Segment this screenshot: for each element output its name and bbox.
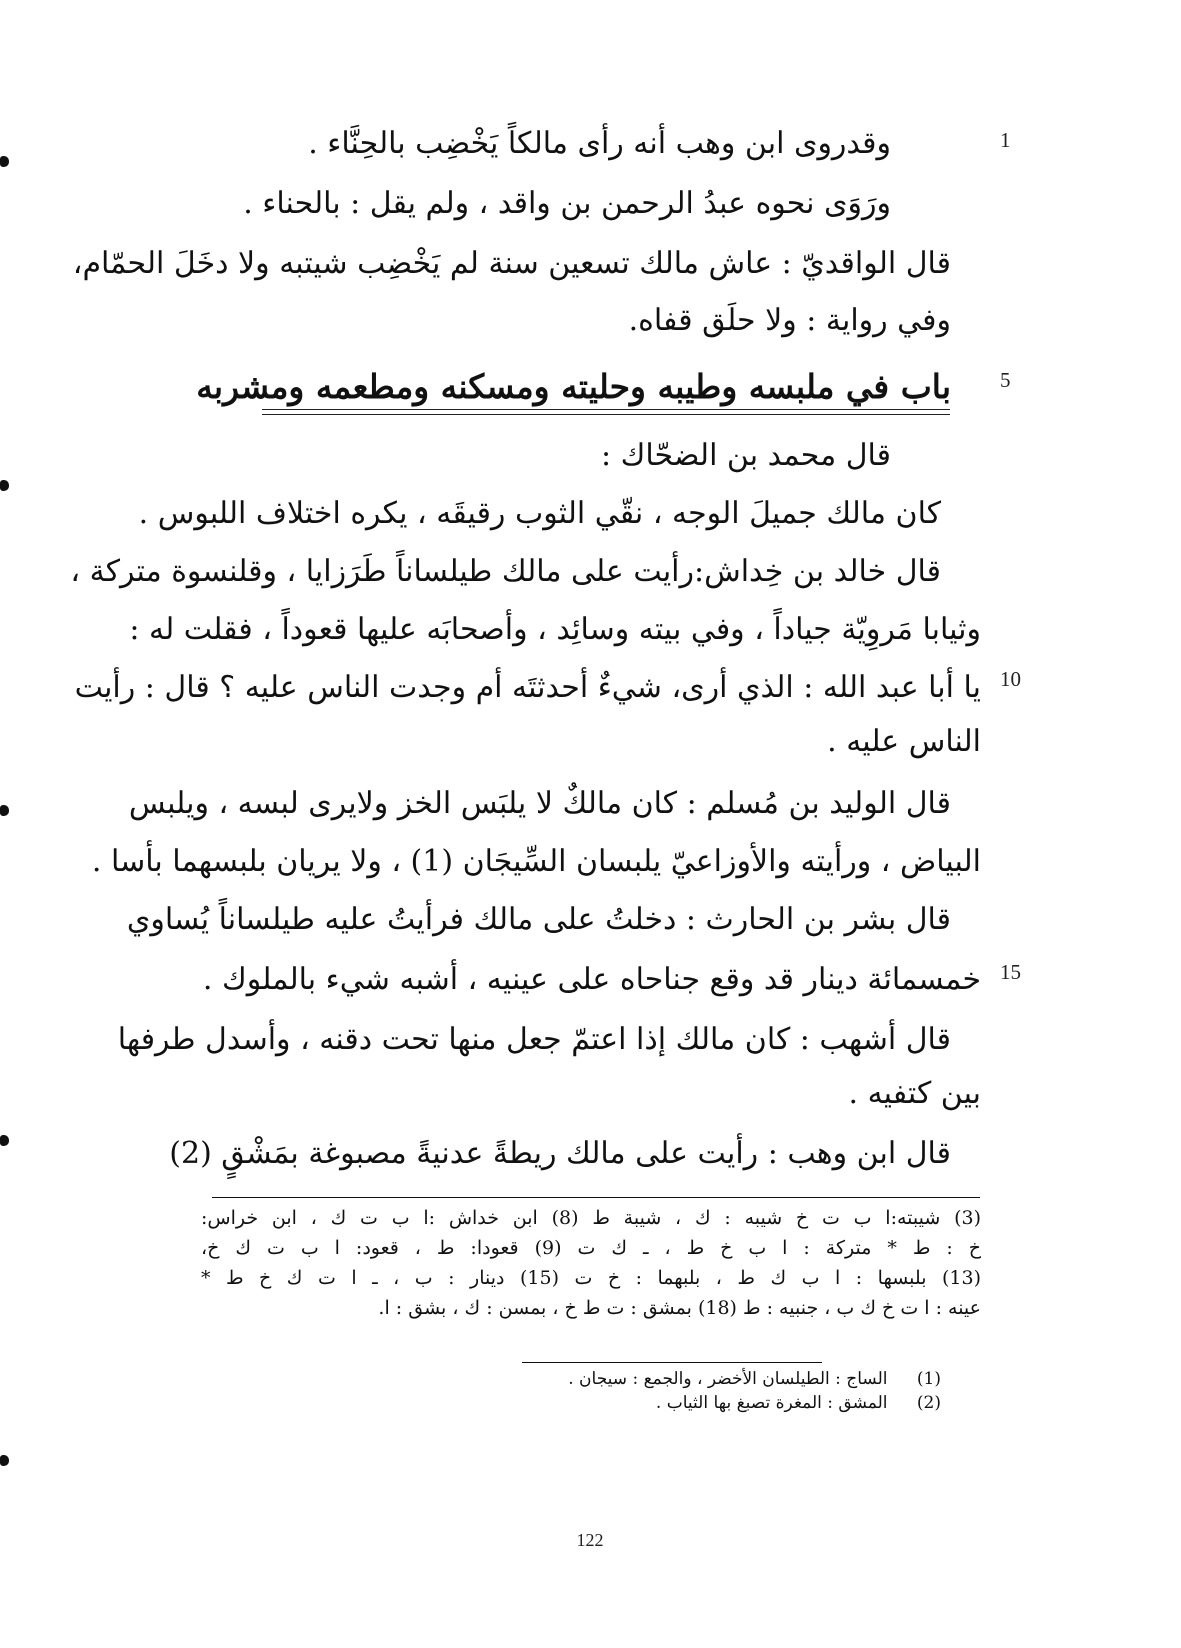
text-line: وقدروى ابن وهب أنه رأى مالكاً يَخْضِب بالحِنَّاء . [308,126,891,161]
text-line: قال أشهب : كان مالك إذا اعتمّ جعل منها تحت دقنه ، وأسدل طرفها [117,1022,951,1057]
line-number: 1 [1000,128,1011,152]
text-line: البياض ، ورأيته والأوزاعيّ يلبسان السِّيجَان (1) ، ولا يريان بلبسهما بأسا . [91,844,981,879]
variant-line: عينه : ا ت خ ك ب ، جنبيه : ط (18) بمشق : ت ط خ ، بمسن : ك ، بشق : ا. [378,1297,981,1319]
scan-mark [0,156,9,167]
chapter-heading: باب في ملبسه وطيبه وحليته ومسكنه ومطعمه ومشربه [196,367,951,406]
text-line: الناس عليه . [827,724,981,759]
text-line: ورَوَى نحوه عبدُ الرحمن بن واقد ، ولم يقل : بالحناء . [243,186,891,221]
footnote-number: (2) [916,1393,941,1413]
text-line: وثيابا مَروِيّة جياداً ، وفي بيته وسائِد ، وأصحابَه عليها قعوداً ، فقلت له : [129,612,981,647]
page-number: 122 [576,1530,604,1550]
text-line: قال ابن وهب : رأيت على مالك ريطةً عدنيةً مصبوغة بمَشْقٍ (2) [169,1136,951,1171]
text-line: قال محمد بن الضحّاك : [601,438,891,473]
variant-line: خ : ط * متركة : ا ب خ ط ، ـ ك ت (9) قعودا: ط ، قعود: ا ب ت ك خ، [201,1237,981,1259]
text-line: خمسمائة دينار قد وقع جناحاه على عينيه ، أشبه شيء بالملوك . [202,962,981,997]
text-line: قال الوليد بن مُسلم : كان مالكٌ لا يلبَس الخز ولايرى لبسه ، ويلبس [128,786,951,821]
scan-mark [0,1135,9,1146]
footnote [461,1368,941,1390]
text-line: وفي رواية : ولا حلَق قفاه. [628,303,951,338]
scan-mark [0,805,9,816]
heading-underline [262,414,950,415]
text-line: بين كتفيه . [848,1076,981,1111]
scan-mark [0,480,9,491]
text-line: قال بشر بن الحارث : دخلتُ على مالك فرأيتُ عليه طيلساناً يُساوي [126,902,951,937]
line-number: 15 [1000,960,1021,984]
text-line: كان مالك جميلَ الوجه ، نقّي الثوب رقيقَه ، يكره اختلاف اللبوس . [138,496,941,531]
variant-line: (13) بلبسها : ا ب ك ط ، بلبهما : خ ت (15) دينار : ب ، ـ ا ت ك خ ط * [201,1267,981,1289]
footnote-number: (1) [916,1369,941,1389]
footnote-text: الساج : الطيلسان الأخضر ، والجمع : سيجان . [568,1369,888,1389]
line-number: 10 [1000,667,1021,691]
text-line: قال الواقديّ : عاش مالك تسعين سنة لم يَخْضِب شيتبه ولا دخَلَ الحمّام، [72,246,951,281]
scan-mark [0,1455,9,1466]
apparatus-rule [212,1197,980,1198]
text-line: يا أبا عبد الله : الذي أرى، شيءٌ أحدثتَه أم وجدت الناس عليه ؟ قال : رأيت [74,670,981,705]
text-line: قال خالد بن خِداش:رأيت على مالك طيلساناً طَرَزايا ، وقلنسوة متركة ، [70,554,941,589]
variant-line: (3) شيبته:ا ب ت خ شيبه : ك ، شيبة ط (8) ابن خداش :ا ب ت ك ، ابن خراس: [201,1207,981,1229]
footnote [461,1392,941,1414]
footnote-text: المشق : المغرة تصبغ بها الثياب . [655,1393,888,1413]
heading-underline [262,409,950,410]
footnote-rule [522,1362,822,1363]
line-number: 5 [1000,368,1011,392]
